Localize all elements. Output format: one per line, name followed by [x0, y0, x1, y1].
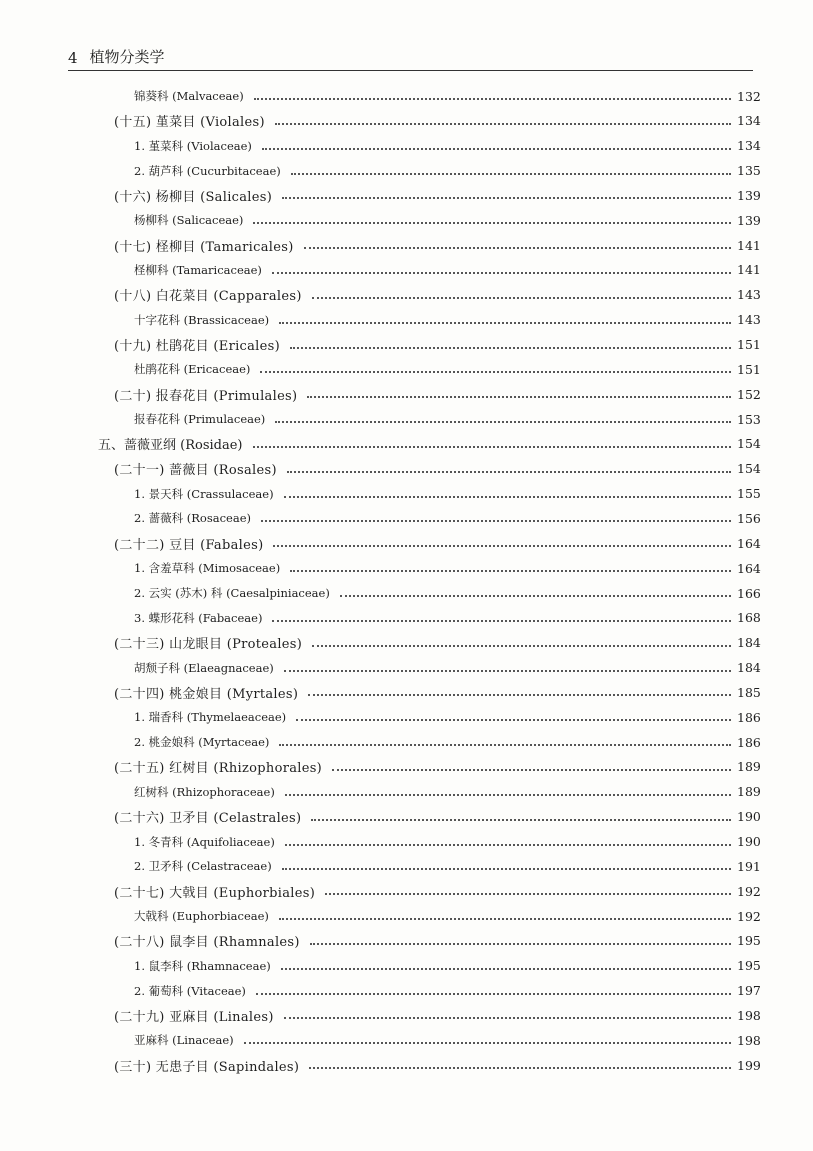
toc-entry-label: 五、蔷薇亚纲 (Rosidae)	[98, 438, 243, 454]
toc-entry-page: 195	[737, 958, 761, 974]
toc-entry-page: 186	[737, 734, 761, 750]
toc-entry[interactable]	[0, 904, 813, 928]
toc-entry-page: 132	[737, 88, 761, 104]
toc-entry[interactable]	[0, 432, 813, 456]
toc-dot-leader	[312, 297, 731, 299]
toc-entry-page: 143	[737, 287, 761, 303]
toc-dot-leader	[262, 148, 731, 150]
page-number: 4	[68, 49, 78, 67]
toc-entry-label: 2. 葡萄科 (Vitaceae)	[134, 983, 246, 998]
toc-entry[interactable]	[0, 382, 813, 406]
toc-entry[interactable]	[0, 805, 813, 829]
toc-dot-leader	[311, 819, 731, 821]
toc-entry[interactable]	[0, 1028, 813, 1052]
toc-entry-label: 1. 景天科 (Crassulaceae)	[134, 486, 274, 501]
toc-dot-leader	[253, 222, 731, 224]
toc-entry-page: 141	[737, 237, 761, 253]
toc-entry-page: 190	[737, 834, 761, 849]
toc-dot-leader	[284, 670, 731, 672]
toc-entry-page: 151	[737, 361, 761, 377]
toc-entry-label: 2. 桃金娘科 (Myrtaceae)	[134, 735, 270, 750]
toc-entry[interactable]	[0, 730, 813, 754]
toc-dot-leader	[310, 943, 731, 945]
toc-entry[interactable]	[0, 134, 813, 158]
toc-entry-page: 189	[737, 759, 761, 775]
toc-entry-label: 十字花科 (Brassicaceae)	[134, 312, 270, 327]
toc-entry[interactable]	[0, 979, 813, 1003]
toc-entry-page: 141	[737, 262, 761, 278]
toc-dot-leader	[308, 694, 731, 696]
toc-entry-page: 154	[737, 461, 761, 477]
toc-entry[interactable]	[0, 159, 813, 183]
toc-dot-leader	[256, 993, 731, 995]
toc-entry-page: 199	[737, 1057, 761, 1073]
toc-entry-label: (二十四) 桃金娘目 (Myrtales)	[114, 686, 299, 702]
toc-entry-label: 2. 卫矛科 (Celastraceae)	[134, 859, 272, 874]
toc-entry[interactable]	[0, 854, 813, 878]
toc-entry-label: 柽柳科 (Tamaricaceae)	[134, 262, 262, 277]
toc-dot-leader	[279, 322, 731, 324]
toc-dot-leader	[260, 371, 731, 373]
toc-entry[interactable]	[0, 457, 813, 481]
page-header	[68, 44, 753, 71]
book-title: 植物分类学	[89, 48, 165, 66]
toc-entry[interactable]	[0, 283, 813, 307]
toc-entry[interactable]	[0, 705, 813, 729]
toc-entry-label: (二十九) 亚麻目 (Linales)	[114, 1009, 274, 1025]
toc-dot-leader	[312, 645, 731, 647]
toc-entry[interactable]	[0, 357, 813, 381]
toc-entry-label: 大戟科 (Euphorbiaceae)	[134, 909, 269, 924]
toc-entry[interactable]	[0, 1053, 813, 1077]
toc-dot-leader	[304, 247, 731, 249]
toc-entry-page: 135	[737, 163, 761, 179]
toc-entry[interactable]	[0, 84, 813, 108]
toc-dot-leader	[254, 98, 731, 100]
toc-entry-label: (二十一) 蔷薇目 (Rosales)	[114, 463, 277, 479]
toc-entry-page: 153	[737, 411, 761, 427]
toc-dot-leader	[284, 496, 731, 498]
toc-dot-leader	[307, 396, 731, 398]
toc-entry-page: 197	[737, 983, 761, 999]
toc-dot-leader	[275, 123, 731, 125]
toc-dot-leader	[272, 272, 731, 274]
toc-dot-leader	[291, 173, 731, 175]
toc-entry-page: 190	[737, 809, 761, 825]
toc-entry-label: 亚麻科 (Linaceae)	[134, 1033, 234, 1048]
toc-entry-label: 1. 瑞香科 (Thymelaeaceae)	[134, 710, 287, 725]
toc-dot-leader	[285, 844, 731, 846]
toc-dot-leader	[253, 446, 732, 448]
toc-entry[interactable]	[0, 482, 813, 506]
toc-entry-page: 192	[737, 883, 761, 899]
toc-entry-page: 166	[737, 585, 761, 601]
toc-entry[interactable]	[0, 929, 813, 953]
toc-dot-leader	[284, 1017, 731, 1019]
toc-entry-label: 红树科 (Rhizophoraceae)	[134, 784, 275, 799]
toc-entry-page: 156	[737, 510, 761, 526]
toc-dot-leader	[244, 1042, 731, 1044]
toc-entry-label: 2. 葫芦科 (Cucurbitaceae)	[134, 163, 281, 178]
toc-entry-page: 139	[737, 212, 761, 228]
toc-entry-label: 2. 云实 (苏木) 科 (Caesalpiniaceae)	[134, 586, 330, 600]
toc-entry[interactable]	[0, 407, 813, 431]
toc-entry-label: 3. 蝶形花科 (Fabaceae)	[134, 610, 263, 625]
toc-entry-label: (十八) 白花菜目 (Capparales)	[114, 289, 302, 305]
toc-dot-leader	[281, 968, 731, 970]
toc-dot-leader	[279, 918, 731, 920]
toc-entry[interactable]	[0, 109, 813, 133]
toc-entry[interactable]	[0, 631, 813, 655]
toc-entry-label: (三十) 无患子目 (Sapindales)	[114, 1059, 300, 1075]
toc-entry[interactable]	[0, 581, 813, 605]
toc-entry[interactable]	[0, 258, 813, 282]
toc-entry-label: 杜鹃花科 (Ericaceae)	[134, 362, 251, 377]
toc-entry-label: 报春花科 (Primulaceae)	[134, 412, 266, 427]
toc-entry-page: 134	[737, 113, 761, 129]
toc-entry[interactable]	[0, 208, 813, 232]
toc-dot-leader	[309, 1067, 731, 1069]
toc-entry[interactable]	[0, 308, 813, 332]
toc-entry-page: 198	[737, 1032, 761, 1048]
toc-entry[interactable]	[0, 780, 813, 804]
toc-entry-page: 168	[737, 610, 761, 626]
toc-entry-label: (二十) 报春花目 (Primulales)	[114, 388, 298, 404]
toc-dot-leader	[275, 421, 731, 423]
toc-entry-label: (十七) 柽柳目 (Tamaricales)	[114, 239, 294, 255]
toc-entry[interactable]	[0, 333, 813, 357]
toc-entry-label: 2. 蔷薇科 (Rosaceae)	[134, 511, 252, 526]
toc-entry-page: 195	[737, 933, 761, 949]
toc-dot-leader	[287, 471, 731, 473]
toc-dot-leader	[273, 545, 731, 547]
toc-entry-page: 151	[737, 337, 761, 352]
toc-entry-label: 1. 冬青科 (Aquifoliaceae)	[134, 834, 275, 849]
toc-entry[interactable]	[0, 954, 813, 978]
toc-dot-leader	[285, 794, 731, 796]
toc-entry-label: (二十七) 大戟目 (Euphorbiales)	[114, 885, 316, 901]
toc-entry-page: 152	[737, 386, 761, 402]
toc-entry-page: 154	[737, 436, 761, 452]
toc-entry-page: 164	[737, 560, 761, 576]
toc-entry-label: 锦葵科 (Malvaceae)	[134, 89, 244, 103]
toc-entry-label: 胡颓子科 (Elaeagnaceae)	[134, 660, 274, 675]
toc-entry-page: 186	[737, 709, 761, 725]
toc-entry-label: (二十五) 红树目 (Rhizophorales)	[114, 761, 323, 777]
toc-dot-leader	[261, 520, 731, 522]
toc-entry-label: (二十三) 山龙眼目 (Proteales)	[114, 637, 303, 653]
toc-entry-label: (二十八) 鼠李目 (Rhamnales)	[114, 935, 300, 951]
toc-entry[interactable]	[0, 556, 813, 580]
toc-entry[interactable]	[0, 879, 813, 903]
toc-entry-label: (二十二) 豆目 (Fabales)	[114, 537, 264, 553]
toc-entry-label: (十六) 杨柳目 (Salicales)	[114, 189, 273, 205]
toc-entry-label: 1. 鼠李科 (Rhamnaceae)	[134, 958, 271, 973]
toc-dot-leader	[296, 719, 731, 721]
toc-dot-leader	[332, 769, 731, 771]
toc-dot-leader	[290, 347, 731, 349]
toc-entry-label: (十五) 堇菜目 (Violales)	[114, 115, 265, 131]
toc-dot-leader	[279, 744, 731, 746]
toc-entry[interactable]	[0, 233, 813, 257]
toc-entry-label: (二十六) 卫矛目 (Celastrales)	[114, 811, 302, 827]
toc-dot-leader	[282, 868, 731, 870]
toc-entry-page: 184	[737, 635, 761, 651]
toc-entry[interactable]	[0, 755, 813, 779]
toc-entry-label: (十九) 杜鹃花目 (Ericales)	[114, 339, 280, 354]
toc-entry-label: 杨柳科 (Salicaceae)	[134, 213, 244, 228]
toc-entry-page: 191	[737, 858, 761, 874]
toc-entry-page: 184	[737, 660, 761, 676]
toc-entry-page: 164	[737, 535, 761, 551]
toc-entry-page: 134	[737, 138, 761, 154]
toc-entry-page: 155	[737, 486, 761, 502]
toc-dot-leader	[282, 197, 731, 199]
toc-entry-page: 189	[737, 784, 761, 800]
toc-entry-label: 1. 堇菜科 (Violaceae)	[134, 138, 252, 153]
toc-entry[interactable]	[0, 606, 813, 630]
toc-entry[interactable]	[0, 531, 813, 555]
toc-dot-leader	[340, 595, 731, 597]
toc-entry[interactable]	[0, 656, 813, 680]
toc-dot-leader	[272, 620, 731, 622]
toc-entry-page: 143	[737, 312, 761, 328]
toc-entry[interactable]	[0, 506, 813, 530]
toc-entry[interactable]	[0, 1003, 813, 1027]
toc-entry-label: 1. 含羞草科 (Mimosaceae)	[134, 561, 281, 576]
toc-entry-page: 198	[737, 1007, 761, 1023]
toc-entry[interactable]	[0, 183, 813, 207]
toc-entry[interactable]	[0, 830, 813, 854]
toc-entry[interactable]	[0, 680, 813, 704]
toc-entry-page: 192	[737, 908, 761, 924]
toc-dot-leader	[290, 570, 731, 572]
toc-entry-page: 185	[737, 684, 761, 700]
toc-entry-page: 139	[737, 187, 761, 203]
toc-dot-leader	[325, 893, 731, 895]
